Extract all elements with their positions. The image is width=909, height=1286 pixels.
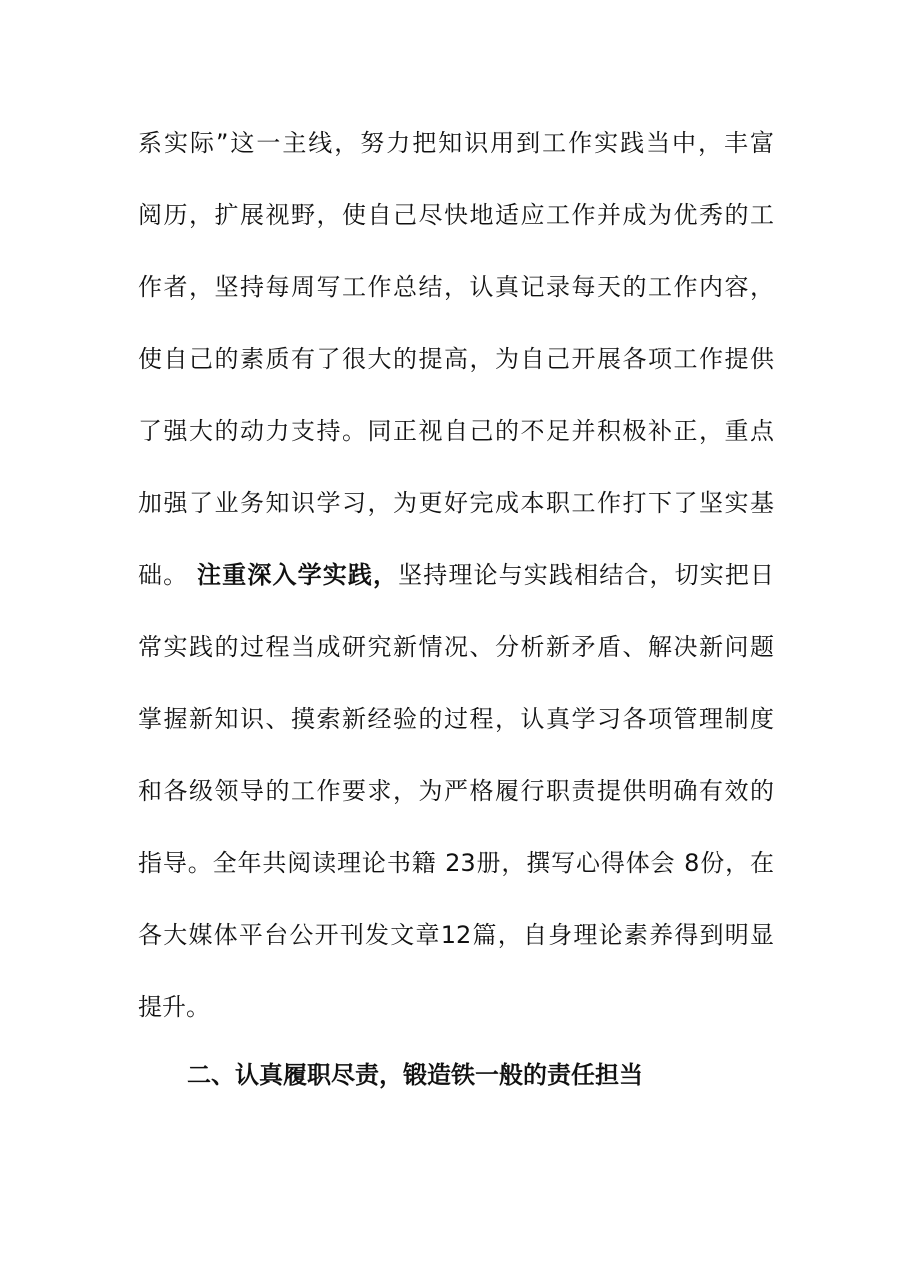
line-text-before: 础。 bbox=[138, 561, 198, 589]
paragraph-line: 了强大的动力支持。同正视自己的不足并积极补正，重点 bbox=[138, 417, 774, 445]
paragraph-line: 各大媒体平台公开刊发文章12篇，自身理论素养得到明显 bbox=[138, 921, 774, 949]
paragraph-line: 作者，坚持每周写工作总结，认真记录每天的工作内容， bbox=[138, 273, 774, 301]
paragraph-line: 加强了业务知识学习，为更好完成本职工作打下了坚实基 bbox=[138, 489, 774, 517]
paragraph-line: 常实践的过程当成研究新情况、分析新矛盾、解决新问题 bbox=[138, 633, 774, 661]
paragraph-line: 指导。全年共阅读理论书籍 23册，撰写心得体会 8份，在 bbox=[138, 849, 774, 877]
line-text-after: 坚持理论与实践相结合，切实把日 bbox=[398, 561, 775, 589]
paragraph-line: 使自己的素质有了很大的提高，为自己开展各项工作提供 bbox=[138, 345, 774, 373]
paragraph-line: 掌握新知识、摸索新经验的过程，认真学习各项管理制度 bbox=[138, 705, 774, 733]
paragraph-line-with-emphasis bbox=[138, 560, 774, 590]
paragraph-line-last: 提升。 bbox=[138, 993, 210, 1021]
section-heading: 二、认真履职尽责，锻造铁一般的责任担当 bbox=[187, 1061, 643, 1089]
paragraph-line: 和各级领导的工作要求，为严格履行职责提供明确有效的 bbox=[138, 777, 774, 805]
paragraph-line: 系实际”这一主线，努力把知识用到工作实践当中，丰富 bbox=[138, 129, 774, 157]
emphasis-text: 注重深入学实践， bbox=[197, 561, 399, 589]
paragraph-line: 阅历，扩展视野，使自己尽快地适应工作并成为优秀的工 bbox=[138, 201, 774, 229]
